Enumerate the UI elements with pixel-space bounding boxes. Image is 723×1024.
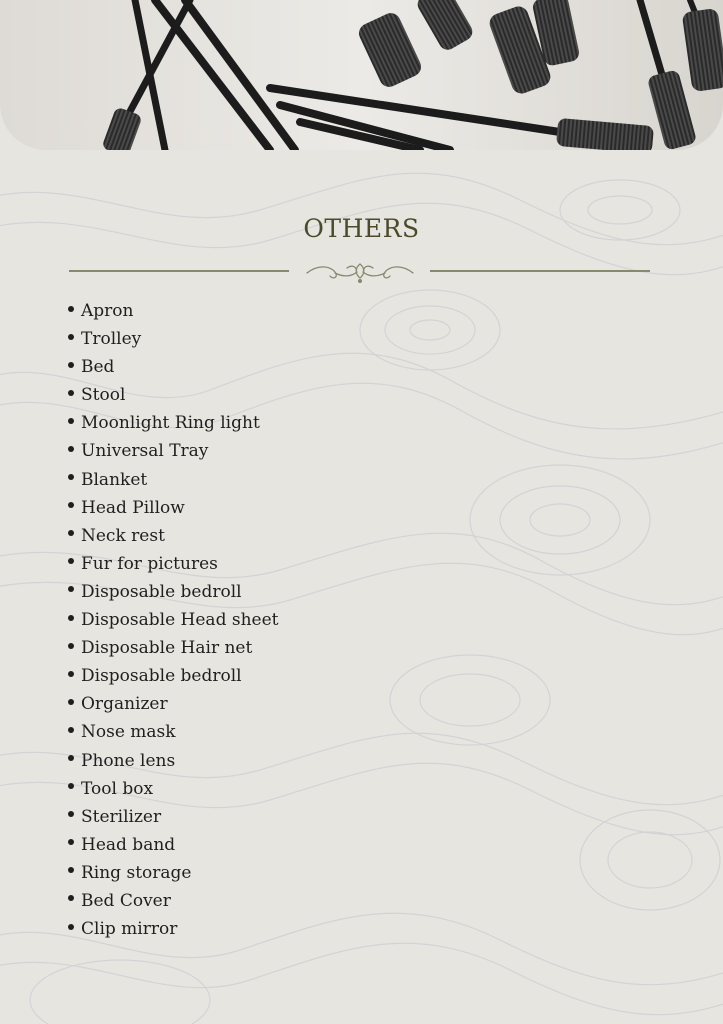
bullet-icon xyxy=(68,783,74,789)
list-item-label: Bed Cover xyxy=(81,890,171,911)
divider-line-right xyxy=(430,270,650,272)
list-item xyxy=(68,859,278,887)
list-item-label: Phone lens xyxy=(81,750,176,771)
bullet-icon xyxy=(68,558,74,564)
bullet-icon xyxy=(68,895,74,901)
list-item xyxy=(68,353,278,381)
header-photo xyxy=(0,0,723,150)
items-list xyxy=(68,297,278,943)
bullet-icon xyxy=(68,643,74,649)
divider-line-left xyxy=(69,270,289,272)
list-item xyxy=(68,915,278,943)
list-item xyxy=(68,831,278,859)
bullet-icon xyxy=(68,334,74,340)
list-item-label: Disposable Head sheet xyxy=(81,610,279,631)
bullet-icon xyxy=(68,362,74,368)
list-item-label: Tool box xyxy=(81,778,154,799)
bullet-icon xyxy=(68,446,74,452)
list-item xyxy=(68,662,278,690)
list-item xyxy=(68,634,278,662)
bullet-icon xyxy=(68,390,74,396)
list-item xyxy=(68,747,278,775)
bullet-icon xyxy=(68,811,74,817)
list-item xyxy=(68,409,278,437)
bullet-icon xyxy=(68,727,74,733)
list-item xyxy=(68,550,278,578)
list-item-label: Neck rest xyxy=(81,525,165,546)
ornament-flourish-icon xyxy=(303,259,417,285)
list-item-label: Sterilizer xyxy=(81,806,162,827)
bullet-icon xyxy=(68,418,74,424)
bullet-icon xyxy=(68,586,74,592)
list-item-label: Nose mask xyxy=(81,722,176,743)
bullet-icon xyxy=(68,671,74,677)
list-item xyxy=(68,578,278,606)
list-item xyxy=(68,466,278,494)
section-title: OTHERS xyxy=(303,214,420,243)
list-item-label: Head band xyxy=(81,834,176,855)
list-item-label: Bed xyxy=(81,357,115,378)
list-item xyxy=(68,803,278,831)
list-item-label: Trolley xyxy=(81,329,142,350)
list-item-label: Organizer xyxy=(81,694,168,715)
list-item-label: Disposable Hair net xyxy=(81,638,253,659)
list-item xyxy=(68,297,278,325)
list-item-label: Clip mirror xyxy=(81,919,178,940)
mascara-wands-image xyxy=(0,0,723,150)
list-item-label: Blanket xyxy=(81,469,148,490)
bullet-icon xyxy=(68,755,74,761)
list-item-label: Fur for pictures xyxy=(81,553,218,574)
list-item xyxy=(68,606,278,634)
bullet-icon xyxy=(68,924,74,930)
bullet-icon xyxy=(68,502,74,508)
bullet-icon xyxy=(68,306,74,312)
list-item-label: Apron xyxy=(81,301,134,321)
list-item-label: Disposable bedroll xyxy=(81,581,242,602)
bullet-icon xyxy=(68,615,74,621)
list-item-label: Ring storage xyxy=(81,862,192,883)
list-item xyxy=(68,494,278,522)
list-item-label: Head Pillow xyxy=(81,497,185,518)
list-item xyxy=(68,381,278,409)
bullet-icon xyxy=(68,474,74,480)
bullet-icon xyxy=(68,867,74,873)
list-item xyxy=(68,718,278,746)
list-item xyxy=(68,325,278,353)
list-item-label: Universal Tray xyxy=(81,441,209,462)
list-item xyxy=(68,690,278,718)
bullet-icon xyxy=(68,530,74,536)
list-item-label: Moonlight Ring light xyxy=(81,413,260,434)
list-item-label: Stool xyxy=(81,385,126,406)
list-item xyxy=(68,437,278,465)
bullet-icon xyxy=(68,839,74,845)
list-item xyxy=(68,887,278,915)
list-item xyxy=(68,522,278,550)
list-item xyxy=(68,775,278,803)
list-item-label: Disposable bedroll xyxy=(81,666,242,687)
bullet-icon xyxy=(68,699,74,705)
